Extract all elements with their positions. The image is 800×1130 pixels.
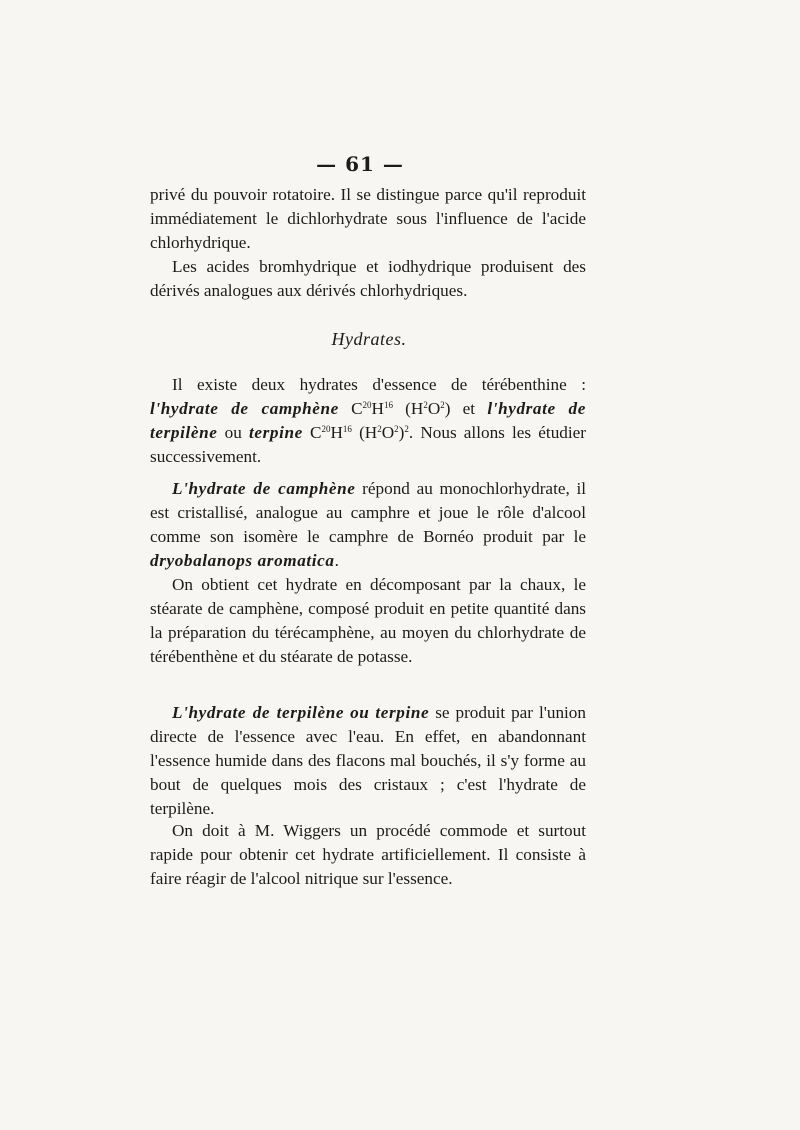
paragraph-text [150,701,586,821]
paragraph-text: On obtient cet hydrate en décomposant par la chaux, le stéarate de camphène, composé produit en petite quantité dans la préparation du térécamphène, au moyen du chlorhydrate de térébenthène et du stéarate de potasse. [150,575,586,666]
text-run: ou [217,422,249,442]
paragraph-text: privé du pouvoir rotatoire. Il se distingue parce qu'il reproduit immédiatement le dichlorhydrate sous l'influence de l'acide chlorhydrique. [150,185,586,252]
paragraph-acids [150,255,586,303]
term-hydrate-camphene: l'hydrate de camphène [150,398,339,418]
term-hydrate-terpilene: l'hydrate de terpilène [150,398,586,442]
text-run: répond au monochlorhydrate, il est cristallisé, analogue au camphre et joue le rôle d'alcool comme son isomère le camphre de Bornéo produit par le [150,479,586,546]
paragraph-wiggers [150,819,586,891]
text-run: ) et [444,398,488,418]
term-dryobalanops: dryobalanops aromatica [150,550,335,570]
paragraph-obtention [150,573,586,669]
paragraph-hydrate-terpilene [150,701,586,821]
paragraph-text [150,477,586,573]
text-run: . [334,550,339,570]
paragraph-text: On doit à M. Wiggers un procédé commode et surtout rapide pour obtenir cet hydrate artificiellement. Il consiste à faire réagir de l'alcool nitrique sur l'essence. [150,821,586,888]
paragraph-continuation [150,183,586,255]
term-hydrate-camphene: L'hydrate de camphène [172,479,356,498]
formula-terpine: $C^{20}H^{16}$ $(H^2O^2)^2$ [302,422,409,442]
paragraph-text: Les acides bromhydrique et iodhydrique produisent des dérivés analogues aux dérivés chlorhydriques. [150,257,586,300]
term-hydrate-terpilene: L'hydrate de terpilène [172,703,345,722]
text-run: Il existe deux hydrates d'essence de térébenthine : [172,375,586,394]
paragraph-hydrate-camphene [150,477,586,573]
paragraph-two-hydrates [150,373,586,469]
term-ou: ou [350,703,370,722]
term-terpine: terpine [375,703,430,722]
section-heading-hydrates: Hydrates. [331,329,407,349]
text-run: se produit par l'union directe de l'essence avec l'eau. En effet, en abandonnant l'essence humide dans des flacons mal bouchés, il s'y forme au bout de quelques mois des cristaux ; c'est l'hydrate de terpilène. [150,703,586,818]
text-run: . Nous allons les étudier successivement. [150,422,587,466]
formula-camphene: $C^{20}H^{16}$ ($H^2O^2$ [338,398,445,418]
paragraph-text [150,373,586,469]
page-number: — 61 — [316,152,404,176]
term-terpine: terpine [248,422,303,442]
